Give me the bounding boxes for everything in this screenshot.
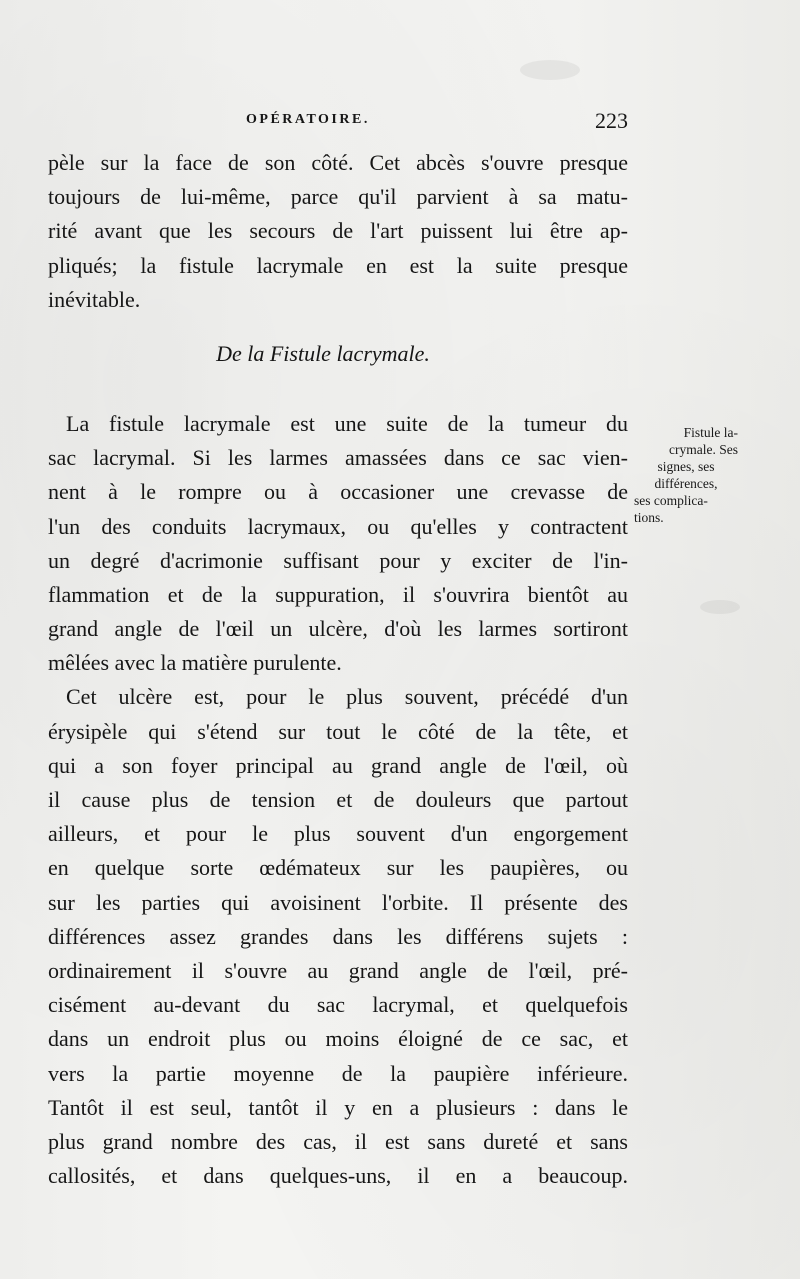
main-text (48, 146, 628, 1193)
text-line: qui a son foyer principal au grand angle de l'œil, où (48, 752, 628, 778)
paragraph-2 (48, 407, 628, 681)
text-line: rité avant que les secours de l'art puissent lui être ap- (48, 218, 628, 244)
marginal-note-line: signes, ses (657, 459, 715, 474)
text-line: toujours de lui-même, parce qu'il parvient à sa matu- (48, 184, 628, 210)
marginal-note (634, 424, 744, 526)
text-line: ailleurs, et pour le plus souvent d'un engorgement (48, 821, 628, 847)
text-line: sac lacrymal. Si les larmes amassées dans ce sac vien- (48, 445, 628, 471)
text-line: sur les parties qui avoisinent l'orbite. Il présente des (48, 889, 628, 915)
running-title: OPÉRATOIRE. (246, 112, 370, 127)
text-line: nent à le rompre ou à occasioner une crevasse de (48, 479, 628, 505)
marginal-note-line: différences, (654, 476, 718, 491)
paper-stain (520, 60, 580, 80)
text-line: flammation et de la suppuration, il s'ouvrira bientôt au (48, 581, 628, 607)
text-line: La fistule lacrymale est une suite de la tumeur du (66, 410, 628, 436)
text-line: érysipèle qui s'étend sur tout le côté de la tête, et (48, 718, 628, 744)
text-line: Cet ulcère est, pour le plus souvent, précédé d'un (66, 684, 628, 710)
running-head (48, 108, 628, 136)
text-line: un degré d'acrimonie suffisant pour y exciter de l'in- (48, 547, 628, 573)
paragraph-1 (48, 146, 628, 317)
text-line: callosités, et dans quelques-uns, il en a beaucoup. (48, 1163, 628, 1189)
text-line: cisément au-devant du sac lacrymal, et quelquefois (48, 992, 628, 1018)
paragraph-3 (48, 680, 628, 1193)
text-line: plus grand nombre des cas, il est sans dureté et sans (48, 1128, 628, 1154)
marginal-note-line: ses complica- (634, 493, 708, 508)
text-line: vers la partie moyenne de la paupière inférieure. (48, 1060, 628, 1086)
section-heading: De la Fistule lacrymale. (216, 340, 430, 366)
text-line: pliqués; la fistule lacrymale en est la suite presque (48, 252, 628, 278)
text-line: ordinairement il s'ouvre au grand angle de l'œil, pré- (48, 957, 628, 983)
paper-stain (700, 600, 740, 614)
text-line: en quelque sorte œdémateux sur les paupières, ou (48, 855, 628, 881)
text-line: dans un endroit plus ou moins éloigné de ce sac, et (48, 1026, 628, 1052)
marginal-note-line: crymale. Ses (669, 442, 738, 457)
text-line: pèle sur la face de son côté. Cet abcès s'ouvre presque (48, 150, 628, 175)
text-line: Tantôt il est seul, tantôt il y en a plusieurs : dans le (48, 1094, 628, 1120)
text-line: grand angle de l'œil un ulcère, d'où les larmes sortiront (48, 616, 628, 642)
page-number: 223 (595, 108, 628, 133)
marginal-note-line: tions. (634, 510, 664, 525)
text-line: différences assez grandes dans les différens sujets : (48, 923, 628, 949)
text-line: inévitable. (48, 286, 141, 312)
text-line: il cause plus de tension et de douleurs que partout (48, 787, 628, 812)
marginal-note-line: Fistule la- (683, 425, 738, 440)
text-line: l'un des conduits lacrymaux, ou qu'elles y contractent (48, 513, 628, 539)
text-line: mêlées avec la matière purulente. (48, 650, 342, 676)
